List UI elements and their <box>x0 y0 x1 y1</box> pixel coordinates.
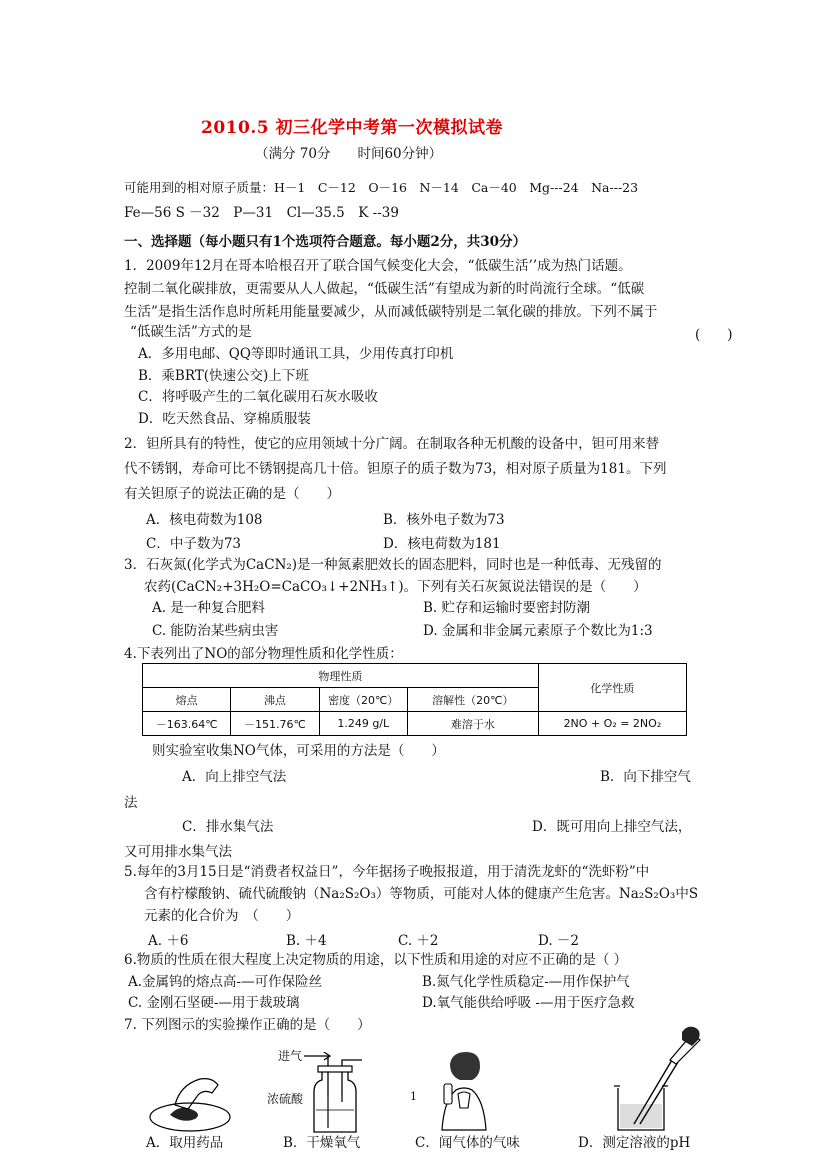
q6-option-d: D.氧气能供给呼吸 -—用于医疗急救 <box>422 995 635 1011</box>
q1-option-b: B．乘BRT(快速公交)上下班 <box>138 368 309 384</box>
q1-line2: 控制二氧化碳排放，更需要从人人做起，“低碳生活”有望成为新的时尚流行全球。“低碳 <box>124 281 645 297</box>
fig-gas-washing-bottle <box>300 1052 370 1134</box>
q4-option-d-cont: 又可用排水集气法 <box>124 844 232 860</box>
q2-line1: 2．钽所具有的特性，使它的应用领域十分广阔。在制取各种无机酸的设备中，钽可用来替 <box>124 436 660 452</box>
q5-option-a: A. ＋6 <box>148 933 189 949</box>
q3-line1: 3．石灰氮(化学式为CaCN₂)是一种氮素肥效长的固态肥料，同时也是一种低毒、无残留的 <box>124 557 662 573</box>
q7-option-c: C．闻气体的气味 <box>415 1135 520 1151</box>
fig-measure-ph <box>604 1020 714 1135</box>
q1-line4: “低碳生活”方式的是 <box>130 324 252 340</box>
q4-option-a: A．向上排空气法 <box>182 769 287 785</box>
q1-answer-paren: ( ) <box>695 327 733 343</box>
table-header-solubility: 溶解性（20℃） <box>407 688 538 712</box>
label-gas-inlet: 进气 <box>278 1049 303 1063</box>
fig-smelling-gas <box>436 1050 496 1132</box>
table-cell-chemical: 2NO + O₂ = 2NO₂ <box>538 712 686 736</box>
q6-option-a: A.金属钨的熔点高-—可作保险丝 <box>128 974 323 990</box>
q7-option-b: B．干燥氧气 <box>283 1135 361 1151</box>
table-cell-density: 1.249 g/L <box>319 712 407 736</box>
q6-line1: 6.物质的性质在很大程度上决定物质的用途，以下性质和用途的对应不正确的是（ ） <box>124 952 628 968</box>
table-group-physical: 物理性质 <box>143 664 539 688</box>
q2-line3: 有关钽原子的说法正确的是（ ） <box>124 486 340 502</box>
atomic-mass-line2: Fe—56 S －32 P—31 Cl—35.5 K --39 <box>124 205 399 221</box>
q3-line2: 农药(CaCN₂+3H₂O=CaCO₃↓+2NH₃↑)。下列有关石灰氮说法错误的是（ ） <box>144 579 647 595</box>
q2-option-d: D．核电荷数为181 <box>383 536 501 552</box>
q7-line1: 7. 下列图示的实验操作正确的是（ ） <box>124 1017 371 1033</box>
q4-option-c: C．排水集气法 <box>182 819 274 835</box>
exam-meta: （满分 70分 时间60分钟） <box>255 146 443 162</box>
q3-option-c: C. 能防治某些病虫害 <box>152 623 279 639</box>
q6-option-b: B.氮气化学性质稳定-—用作保护气 <box>422 974 630 990</box>
q2-option-b: B．核外电子数为73 <box>383 512 505 528</box>
q4-option-b: B．向下排空气 <box>600 769 691 785</box>
exam-title: 2010.5 初三化学中考第一次模拟试卷 <box>201 118 503 138</box>
q4-line1: 4.下表列出了NO的部分物理性质和化学性质： <box>124 646 403 662</box>
q4-option-d: D．既可用向上排空气法， <box>532 819 692 835</box>
q3-option-a: A. 是一种复合肥料 <box>152 600 265 616</box>
q5-line1: 5.每年的3月15日是“消费者权益日”，今年据扬子晚报报道，用于清洗龙虾的“洗虾粉”中 <box>124 864 650 880</box>
q1-option-a: A．多用电邮、QQ等即时通讯工具，少用传真打印机 <box>138 346 454 362</box>
q3-option-d: D. 金属和非金属元素原子个数比为1:3 <box>423 623 653 639</box>
q4-option-b-cont: 法 <box>124 795 138 811</box>
q6-option-c: C. 金刚石坚硬-—用于裁玻璃 <box>128 995 300 1011</box>
table-group-chemical: 化学性质 <box>538 664 686 712</box>
q7-option-a: A．取用药品 <box>146 1135 224 1151</box>
q5-line2: 含有柠檬酸钠、硫代硫酸钠（Na₂S₂O₃）等物质，可能对人体的健康产生危害。Na₂S₂O₃中S <box>144 886 699 902</box>
table-header-melting: 熔点 <box>143 688 231 712</box>
q1-option-d: D．吃天然食品、穿棉质服装 <box>138 411 311 427</box>
q5-option-b: B. ＋4 <box>286 933 327 949</box>
table-header-boiling: 沸点 <box>231 688 319 712</box>
table-cell-boiling: －151.76℃ <box>231 712 319 736</box>
q1-line1: 1．2009年12月在哥本哈根召开了联合国气候变化大会，“低碳生活’’成为热门话题。 <box>124 258 632 274</box>
table-cell-solubility: 难溶于水 <box>407 712 538 736</box>
table-header-density: 密度（20℃） <box>319 688 407 712</box>
section-heading: 一、选择题（每小题只有1个选项符合题意。每小题2分，共30分） <box>124 234 527 250</box>
q2-option-a: A．核电荷数为108 <box>146 512 263 528</box>
q4-line2: 则实验室收集NO气体，可采用的方法是（ ） <box>152 743 445 759</box>
q2-option-c: C．中子数为73 <box>146 536 242 552</box>
q5-line3: 元素的化合价为 （ ） <box>144 908 300 924</box>
q1-line3: 生活”是指生活作息时所耗用能量要减少，从而减低碳特别是二氧化碳的排放。下列不属于 <box>124 304 658 320</box>
q5-option-d: D. －2 <box>538 933 580 949</box>
fig-take-chemicals <box>145 1075 235 1135</box>
label-conc-acid: 浓硫酸 <box>267 1092 304 1106</box>
page-number: 1 <box>410 1090 417 1103</box>
q7-option-d: D．测定溶液的pH <box>578 1135 691 1151</box>
atomic-mass-line1: 可能用到的相对原子质量：H－1 C－12 O－16 N－14 Ca－40 Mg---24 Na---23 <box>124 180 639 195</box>
no-properties-table <box>142 663 687 736</box>
q3-option-b: B. 贮存和运输时要密封防潮 <box>423 600 591 616</box>
q1-option-c: C．将呼吸产生的二氧化碳用石灰水吸收 <box>138 389 378 405</box>
q5-option-c: C. ＋2 <box>398 933 439 949</box>
q2-line2: 代不锈钢，寿命可比不锈钢提高几十倍。钽原子的质子数为73，相对原子质量为181。下列 <box>124 461 667 477</box>
table-cell-melting: －163.64℃ <box>143 712 231 736</box>
